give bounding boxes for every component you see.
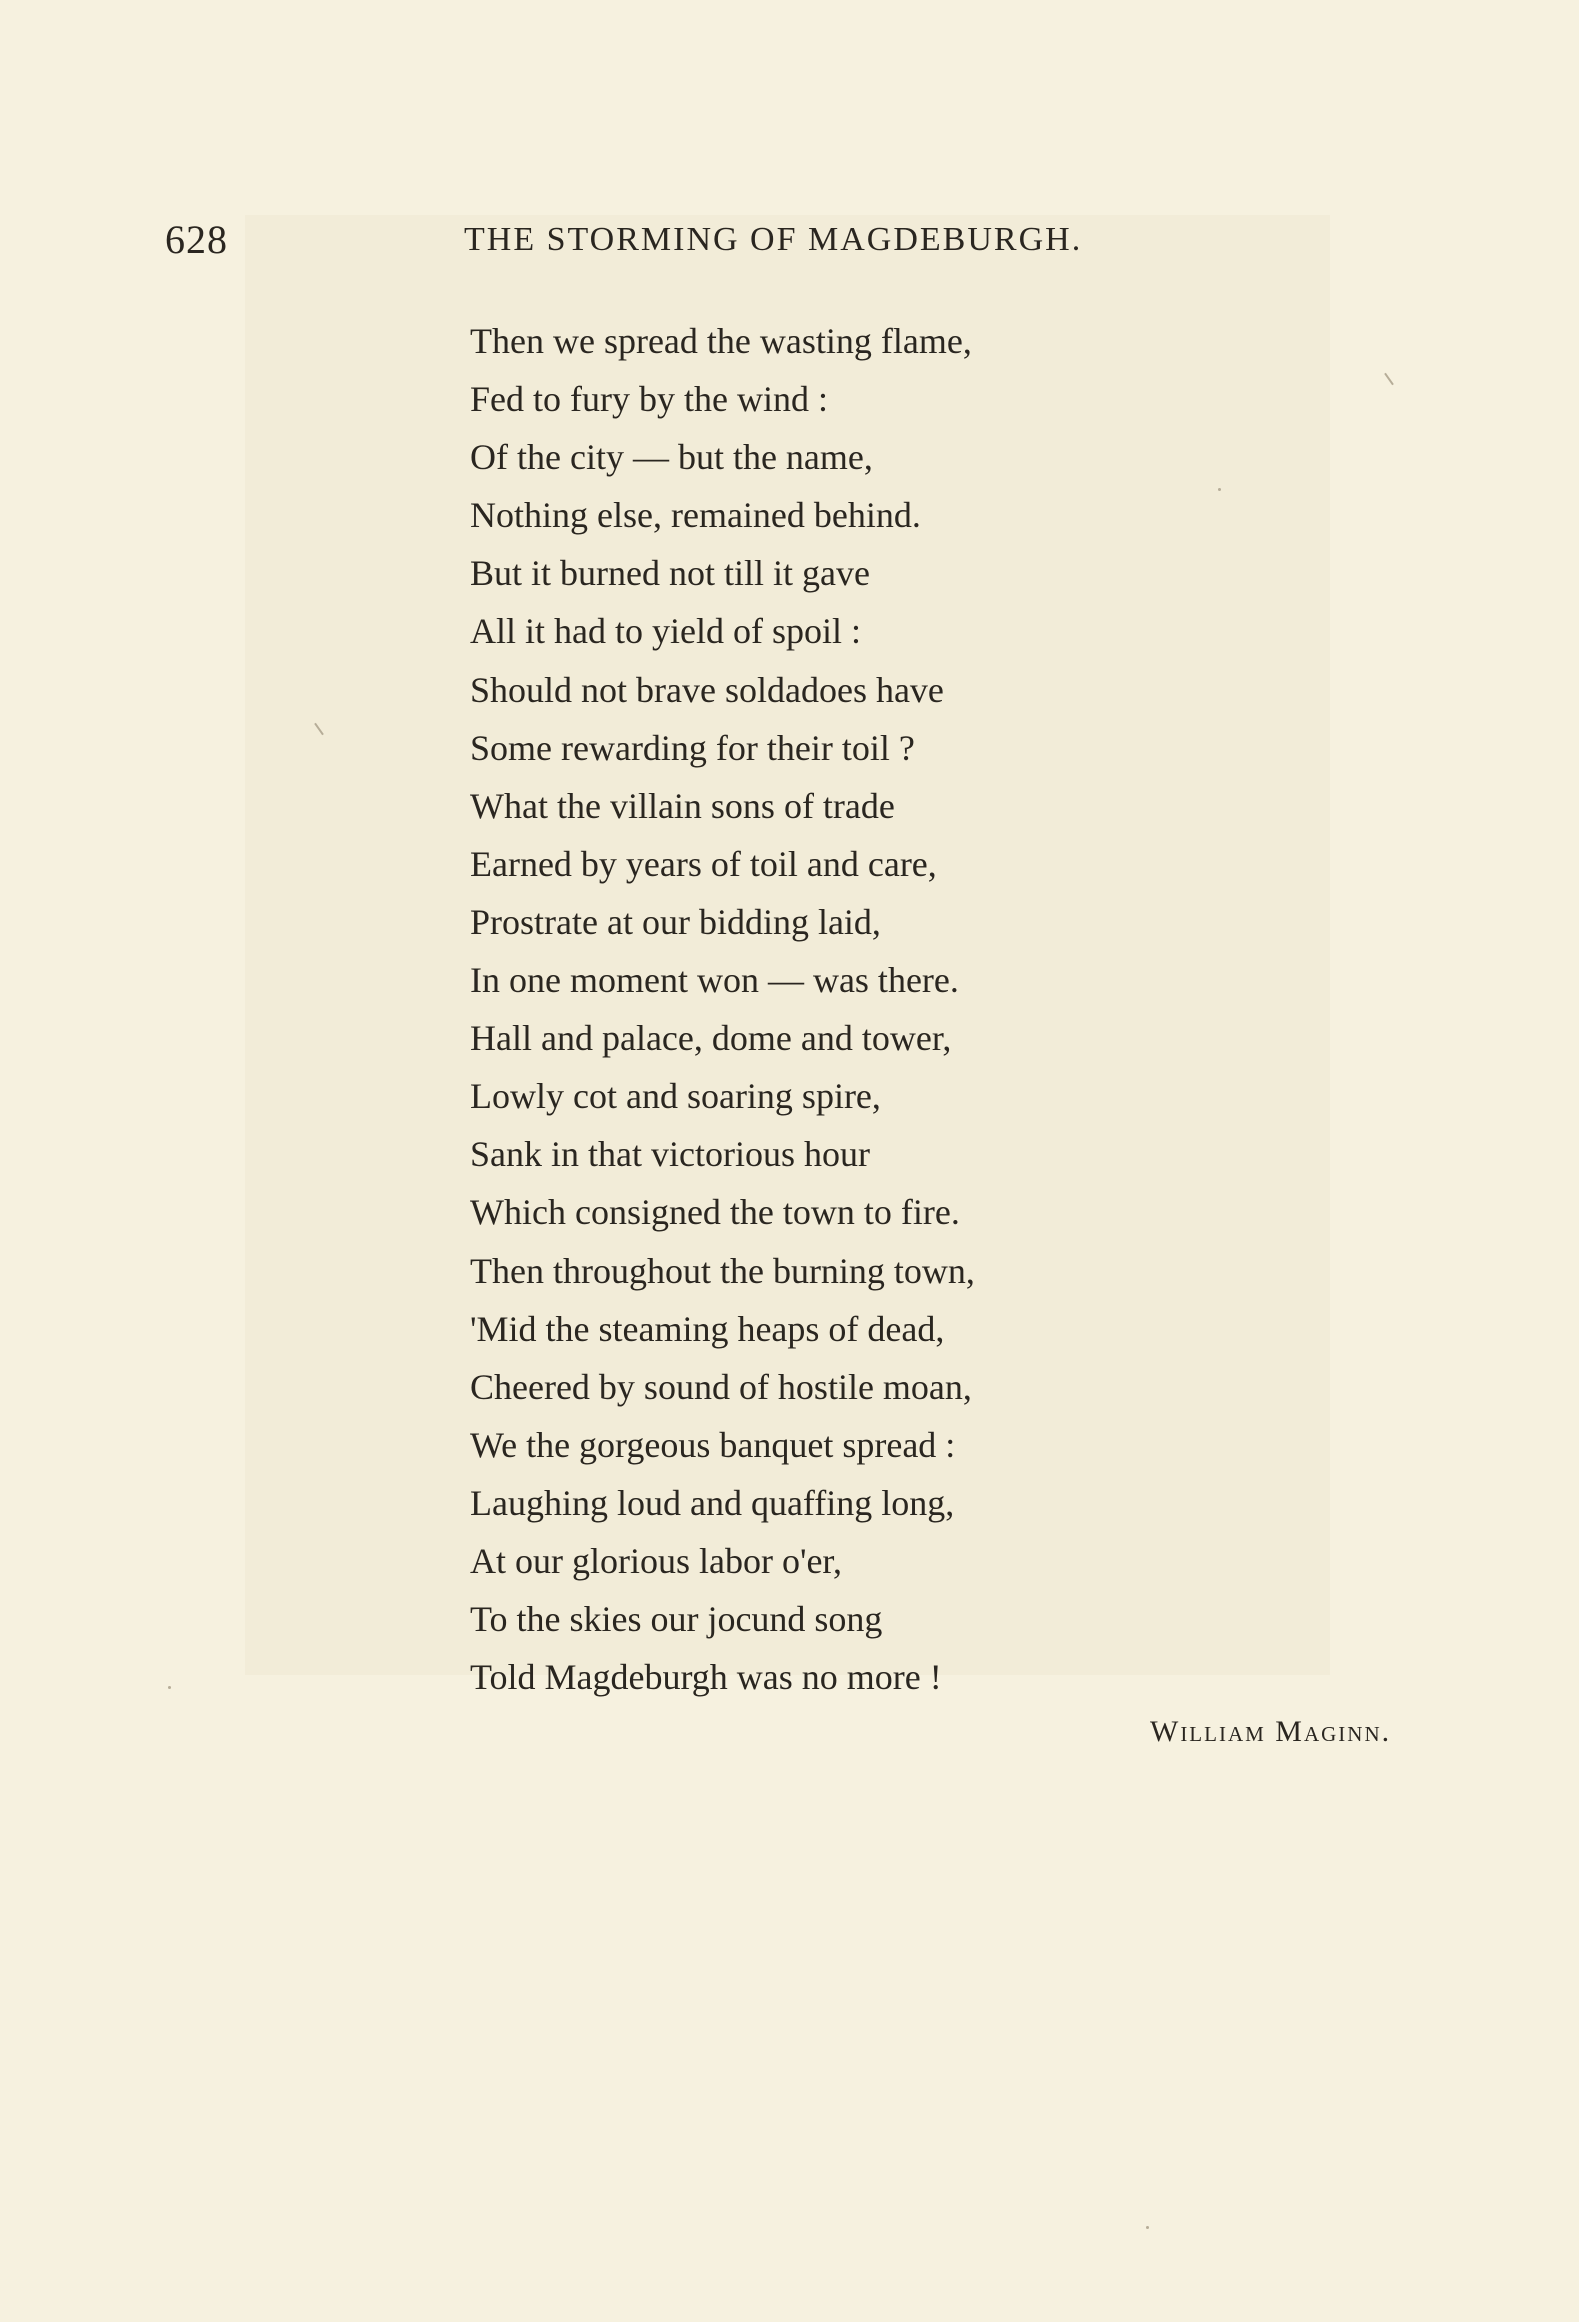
poem-line: 'Mid the steaming heaps of dead, [470, 1308, 945, 1349]
poem-line: Should not brave soldadoes have [470, 669, 944, 710]
poem-line: Lowly cot and soaring spire, [470, 1076, 881, 1117]
poem-line: Cheered by sound of hostile moan, [470, 1366, 972, 1407]
author-attribution: William Maginn. [1150, 1715, 1392, 1748]
poem-line: To the skies our jocund song [470, 1599, 883, 1640]
poem-line: Then throughout the burning town, [470, 1250, 975, 1291]
poem-line: Some rewarding for their toil ? [470, 727, 915, 768]
poem-line: What the villain sons of trade [470, 785, 895, 826]
paper-speck [1146, 2226, 1149, 2229]
poem-line: But it burned not till it gave [470, 553, 870, 594]
running-title: THE STORMING OF MAGDEBURGH. [464, 221, 1083, 258]
poem-line: Fed to fury by the wind : [470, 379, 828, 420]
poem-line: Told Magdeburgh was no more ! [470, 1657, 942, 1698]
poem-line: All it had to yield of spoil : [470, 611, 861, 652]
poem-line: Nothing else, remained behind. [470, 495, 921, 536]
poem-line: Earned by years of toil and care, [470, 843, 937, 884]
running-head [0, 215, 1579, 265]
poem-line: In one moment won — was there. [470, 960, 959, 1001]
poem-line: At our glorious labor o'er, [470, 1540, 842, 1581]
page-number: 628 [165, 217, 228, 262]
paper-speck [168, 1686, 171, 1689]
poem-line: Laughing loud and quaffing long, [470, 1482, 955, 1523]
poem-line: Sank in that victorious hour [470, 1134, 870, 1175]
poem-line: Then we spread the wasting flame, [470, 321, 972, 361]
poem-stanza [470, 312, 1330, 1706]
poem-line: Hall and palace, dome and tower, [470, 1018, 952, 1059]
poem-line: Prostrate at our bidding laid, [470, 901, 881, 942]
paper-speck [1384, 373, 1394, 386]
poem-line: Which consigned the town to fire. [470, 1192, 960, 1233]
paper-speck [1218, 488, 1221, 491]
poem-line: Of the city — but the name, [470, 437, 873, 478]
poem-line: We the gorgeous banquet spread : [470, 1424, 956, 1465]
